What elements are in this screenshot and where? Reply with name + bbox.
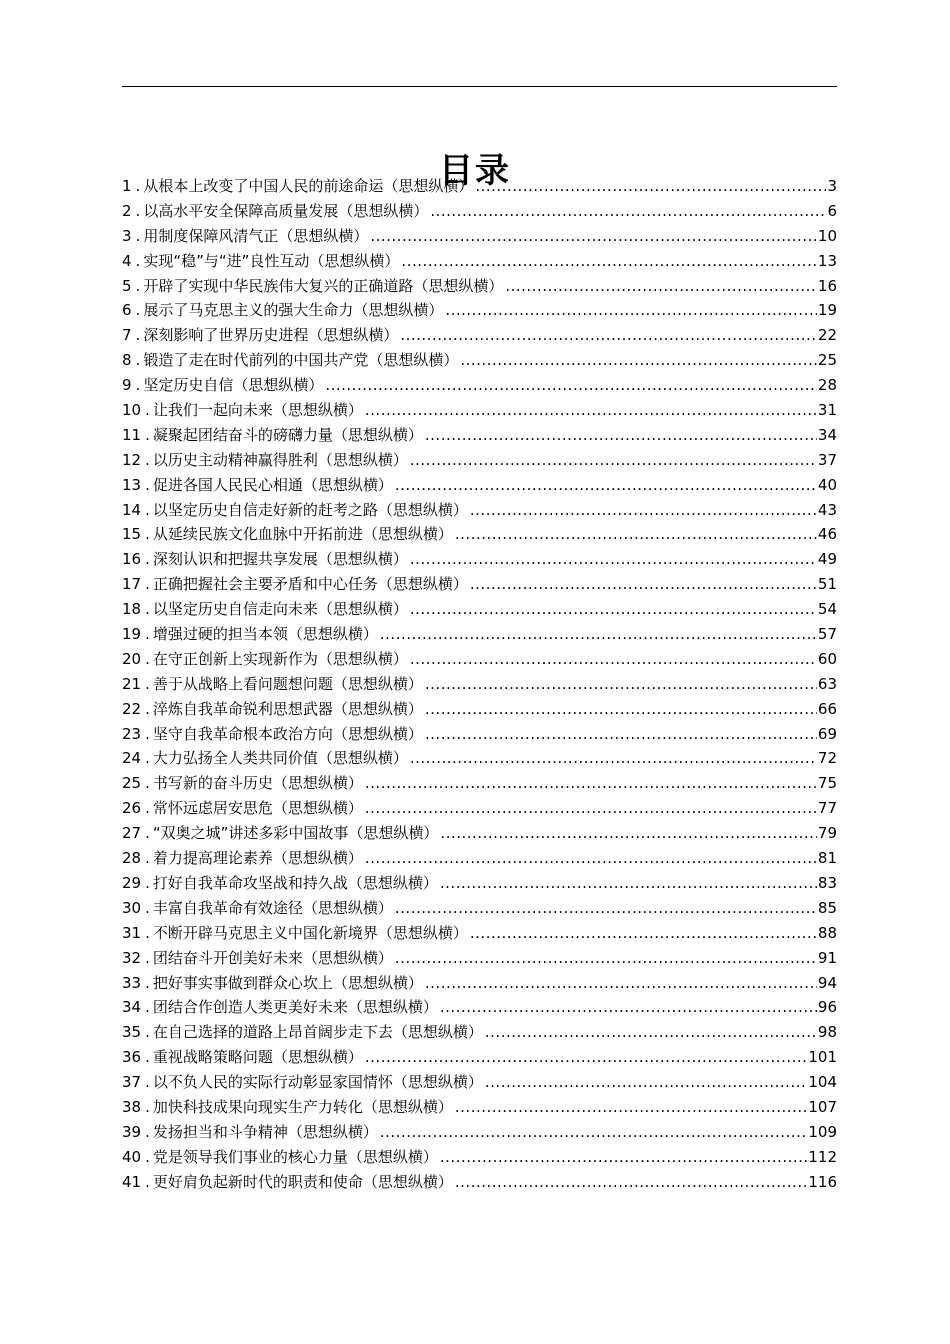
toc-entry-number: 7 xyxy=(122,326,132,345)
toc-entry-separator: . xyxy=(145,973,150,992)
toc-page-number: 34 xyxy=(817,425,837,444)
toc-page-number: 85 xyxy=(817,898,837,917)
toc-entry-separator: . xyxy=(145,849,150,868)
toc-entry-number: 24 xyxy=(122,749,142,768)
toc-entry-separator: . xyxy=(135,177,141,195)
toc-page-number: 16 xyxy=(817,276,837,295)
toc-entry-title: 以坚定历史自信走好新的赶考之路（思想纵横） xyxy=(152,500,468,519)
toc-entry-separator: . xyxy=(145,948,150,967)
toc-entry[interactable] xyxy=(122,722,837,747)
toc-page-number: 79 xyxy=(817,824,837,843)
toc-entry[interactable] xyxy=(122,522,837,547)
toc-entry[interactable] xyxy=(122,921,837,946)
toc-entry[interactable] xyxy=(122,647,837,672)
header-rule xyxy=(122,86,837,87)
toc-entry[interactable] xyxy=(122,1095,837,1120)
toc-entry[interactable] xyxy=(122,199,837,224)
toc-page-number: 66 xyxy=(817,699,837,718)
toc-entry-separator: . xyxy=(145,550,150,569)
toc-page-number: 104 xyxy=(808,1073,837,1092)
toc-entry-number: 41 xyxy=(122,1172,142,1191)
toc-dot-leader xyxy=(470,921,817,946)
toc-entry[interactable] xyxy=(122,174,837,199)
toc-dot-leader xyxy=(505,274,817,299)
toc-entry-title: 书写新的奋斗历史（思想纵横） xyxy=(152,774,363,793)
toc-entry-separator: . xyxy=(145,749,150,768)
toc-entry-separator: . xyxy=(135,201,141,220)
toc-entry[interactable] xyxy=(122,821,837,846)
toc-entry-number: 19 xyxy=(122,625,142,644)
toc-entry-separator: . xyxy=(145,1122,150,1141)
toc-dot-leader xyxy=(425,423,817,448)
toc-entry[interactable] xyxy=(122,448,837,473)
toc-dot-leader xyxy=(425,672,817,697)
toc-entry-separator: . xyxy=(135,376,141,395)
toc-dot-leader xyxy=(455,1095,807,1120)
toc-dot-leader xyxy=(365,846,817,871)
toc-entry-title: 以不负人民的实际行动彰显家国情怀（思想纵横） xyxy=(152,1073,483,1092)
toc-page-number: 72 xyxy=(817,749,837,768)
toc-dot-leader xyxy=(401,249,816,274)
toc-dot-leader xyxy=(430,199,826,224)
toc-dot-leader xyxy=(485,1070,807,1095)
toc-entry-number: 9 xyxy=(122,376,132,395)
toc-dot-leader xyxy=(395,946,817,971)
toc-dot-leader xyxy=(440,1145,807,1170)
toc-page-number: 77 xyxy=(817,799,837,818)
toc-entry-number: 12 xyxy=(122,450,142,469)
toc-dot-leader xyxy=(365,1045,807,1070)
toc-dot-leader xyxy=(380,1120,807,1145)
toc-entry-title: 重视战略策略问题（思想纵横） xyxy=(152,1048,363,1067)
toc-page-number: 25 xyxy=(817,351,837,370)
toc-entry-title: 增强过硬的担当本领（思想纵横） xyxy=(152,625,378,644)
toc-page-number: 57 xyxy=(817,625,837,644)
toc-entry[interactable] xyxy=(122,274,837,299)
toc-page-number: 51 xyxy=(817,575,837,594)
toc-entry-separator: . xyxy=(135,326,141,345)
toc-page-number: 22 xyxy=(817,326,837,345)
toc-page-number: 3 xyxy=(827,177,837,195)
toc-entry-title: 以高水平安全保障高质量发展（思想纵横） xyxy=(143,201,429,220)
toc-dot-leader xyxy=(425,722,817,747)
toc-entry-title: 常怀远虑居安思危（思想纵横） xyxy=(152,799,363,818)
toc-entry[interactable] xyxy=(122,672,837,697)
toc-entry-separator: . xyxy=(135,251,141,270)
toc-page-number: 112 xyxy=(808,1147,837,1166)
toc-entry-number: 15 xyxy=(122,525,142,544)
toc-entry-title: 坚守自我革命根本政治方向（思想纵横） xyxy=(152,724,423,743)
toc-page-number: 13 xyxy=(817,251,837,270)
toc-dot-leader xyxy=(410,448,817,473)
toc-entry-title: 党是领导我们事业的核心力量（思想纵横） xyxy=(152,1147,438,1166)
toc-entry-number: 25 xyxy=(122,774,142,793)
toc-entry[interactable] xyxy=(122,398,837,423)
toc-entry-number: 5 xyxy=(122,276,132,295)
toc-entry-separator: . xyxy=(145,575,150,594)
toc-entry[interactable] xyxy=(122,348,837,373)
toc-dot-leader xyxy=(395,473,817,498)
toc-dot-leader xyxy=(440,995,817,1020)
toc-dot-leader xyxy=(455,522,817,547)
toc-entry-number: 28 xyxy=(122,849,142,868)
toc-entry-title: 在守正创新上实现新作为（思想纵横） xyxy=(152,649,408,668)
toc-entry[interactable] xyxy=(122,946,837,971)
toc-entry-separator: . xyxy=(135,351,141,370)
toc-page-number: 69 xyxy=(817,724,837,743)
toc-entry[interactable] xyxy=(122,249,837,274)
toc-entry[interactable] xyxy=(122,1170,837,1195)
toc-entry[interactable] xyxy=(122,597,837,622)
toc-entry-separator: . xyxy=(145,475,150,494)
toc-page-number: 98 xyxy=(817,1023,837,1042)
toc-entry-title: “双奥之城”讲述多彩中国故事（思想纵横） xyxy=(152,824,439,843)
toc-entry-title: 善于从战略上看问题想问题（思想纵横） xyxy=(152,674,423,693)
toc-entry-separator: . xyxy=(145,724,150,743)
toc-entry-separator: . xyxy=(145,1097,150,1116)
toc-page-number: 107 xyxy=(808,1097,837,1116)
toc-entry[interactable] xyxy=(122,846,837,871)
toc-entry-separator: . xyxy=(145,824,150,843)
toc-entry-title: 开辟了实现中华民族伟大复兴的正确道路（思想纵横） xyxy=(143,276,504,295)
toc-dot-leader xyxy=(425,697,817,722)
toc-entry-title: 正确把握社会主要矛盾和中心任务（思想纵横） xyxy=(152,575,468,594)
toc-entry-number: 30 xyxy=(122,898,142,917)
toc-page-number: 96 xyxy=(817,998,837,1017)
toc-entry-title: 以历史主动精神赢得胜利（思想纵横） xyxy=(152,450,408,469)
toc-page-number: 49 xyxy=(817,550,837,569)
toc-entry[interactable] xyxy=(122,323,837,348)
toc-entry-separator: . xyxy=(145,998,150,1017)
toc-entry[interactable] xyxy=(122,224,837,249)
toc-entry-title: 从根本上改变了中国人民的前途命运（思想纵横） xyxy=(143,177,474,195)
toc-dot-leader xyxy=(365,398,817,423)
toc-entry[interactable] xyxy=(122,423,837,448)
toc-dot-leader xyxy=(325,373,817,398)
toc-page-number: 63 xyxy=(817,674,837,693)
toc-entry-number: 11 xyxy=(122,425,142,444)
toc-page-number: 81 xyxy=(817,849,837,868)
toc-dot-leader xyxy=(475,174,826,199)
toc-dot-leader xyxy=(365,771,817,796)
toc-entry[interactable] xyxy=(122,697,837,722)
toc-entry[interactable] xyxy=(122,298,837,323)
toc-entry[interactable] xyxy=(122,1120,837,1145)
toc-dot-leader xyxy=(380,622,817,647)
toc-page-number: 40 xyxy=(817,475,837,494)
toc-page-number: 88 xyxy=(817,923,837,942)
toc-entry-separator: . xyxy=(145,699,150,718)
toc-entry-number: 1 xyxy=(122,177,132,195)
toc-entry-number: 29 xyxy=(122,873,142,892)
toc-entry[interactable] xyxy=(122,1145,837,1170)
toc-entry-number: 18 xyxy=(122,600,142,619)
toc-page-number: 28 xyxy=(817,376,837,395)
toc-page-number: 54 xyxy=(817,600,837,619)
toc-entry[interactable] xyxy=(122,796,837,821)
toc-dot-leader xyxy=(410,547,817,572)
toc-entry-title: 锻造了走在时代前列的中国共产党（思想纵横） xyxy=(143,351,459,370)
toc-entry-title: 加快科技成果向现实生产力转化（思想纵横） xyxy=(152,1097,453,1116)
toc-entry-title: 坚定历史自信（思想纵横） xyxy=(143,376,324,395)
toc-dot-leader xyxy=(370,224,817,249)
toc-entry-title: 展示了马克思主义的强大生命力（思想纵横） xyxy=(143,301,444,320)
toc-entry-number: 39 xyxy=(122,1122,142,1141)
toc-entry[interactable] xyxy=(122,547,837,572)
toc-page-number: 37 xyxy=(817,450,837,469)
toc-entry-title: 促进各国人民民心相通（思想纵横） xyxy=(152,475,393,494)
toc-entry-title: 让我们一起向未来（思想纵横） xyxy=(152,401,363,420)
toc-entry-title: 以坚定历史自信走向未来（思想纵横） xyxy=(152,600,408,619)
toc-entry-number: 3 xyxy=(122,226,132,245)
toc-entry-number: 34 xyxy=(122,998,142,1017)
toc-page-number: 94 xyxy=(817,973,837,992)
toc-entry-separator: . xyxy=(145,799,150,818)
toc-page-number: 46 xyxy=(817,525,837,544)
toc-entry-number: 14 xyxy=(122,500,142,519)
toc-entry-number: 21 xyxy=(122,674,142,693)
toc-entry-number: 26 xyxy=(122,799,142,818)
toc-entry-number: 22 xyxy=(122,699,142,718)
toc-entry-title: 打好自我革命攻坚战和持久战（思想纵横） xyxy=(152,873,438,892)
toc-entry[interactable] xyxy=(122,1045,837,1070)
toc-entry-title: 丰富自我革命有效途径（思想纵横） xyxy=(152,898,393,917)
toc-entry-separator: . xyxy=(145,898,150,917)
toc-entry-number: 37 xyxy=(122,1073,142,1092)
toc-entry[interactable] xyxy=(122,971,837,996)
toc-entry-title: 把好事实事做到群众心坎上（思想纵横） xyxy=(152,973,423,992)
toc-entry-separator: . xyxy=(145,600,150,619)
toc-dot-leader xyxy=(445,298,817,323)
toc-entry-separator: . xyxy=(145,1023,150,1042)
toc-dot-leader xyxy=(410,597,817,622)
toc-dot-leader xyxy=(410,647,817,672)
toc-entry[interactable] xyxy=(122,746,837,771)
toc-entry[interactable] xyxy=(122,995,837,1020)
toc-page-number: 31 xyxy=(817,401,837,420)
page-title: 目录 xyxy=(439,150,511,191)
toc-page-number: 6 xyxy=(827,201,837,220)
toc-entry-title: 从延续民族文化血脉中开拓前进（思想纵横） xyxy=(152,525,453,544)
toc-entry-separator: . xyxy=(145,649,150,668)
toc-dot-leader xyxy=(395,896,817,921)
toc-entry-number: 23 xyxy=(122,724,142,743)
toc-dot-leader xyxy=(485,1020,817,1045)
toc-entry-number: 2 xyxy=(122,201,132,220)
toc-page-number: 101 xyxy=(808,1048,837,1067)
toc-entry-number: 27 xyxy=(122,824,142,843)
toc-page-number: 109 xyxy=(808,1122,837,1141)
toc-dot-leader xyxy=(400,323,817,348)
toc-entry-title: 淬炼自我革命锐利思想武器（思想纵横） xyxy=(152,699,423,718)
toc-dot-leader xyxy=(365,796,817,821)
toc-entry-separator: . xyxy=(145,525,150,544)
toc-page-number: 60 xyxy=(817,649,837,668)
toc-entry-number: 10 xyxy=(122,401,142,420)
toc-entry-number: 36 xyxy=(122,1048,142,1067)
toc-entry-separator: . xyxy=(145,774,150,793)
toc-entry[interactable] xyxy=(122,572,837,597)
toc-entry-title: 实现“稳”与“进”良性互动（思想纵横） xyxy=(143,251,400,270)
toc-entry-title: 深刻影响了世界历史进程（思想纵横） xyxy=(143,326,399,345)
toc-entry-number: 38 xyxy=(122,1097,142,1116)
toc-dot-leader xyxy=(455,1170,807,1195)
toc-entry[interactable] xyxy=(122,896,837,921)
toc-entry-number: 40 xyxy=(122,1147,142,1166)
toc-page-number: 10 xyxy=(817,226,837,245)
toc-entry-number: 35 xyxy=(122,1023,142,1042)
toc-entry-separator: . xyxy=(135,226,141,245)
toc-entry-separator: . xyxy=(145,873,150,892)
toc-entry-title: 凝聚起团结奋斗的磅礴力量（思想纵横） xyxy=(152,425,423,444)
toc-entry-number: 4 xyxy=(122,251,132,270)
toc-page-number: 75 xyxy=(817,774,837,793)
toc-entry-separator: . xyxy=(135,301,141,320)
toc-entry-separator: . xyxy=(145,625,150,644)
toc-entry-number: 8 xyxy=(122,351,132,370)
toc-dot-leader xyxy=(470,498,817,523)
toc-entry[interactable] xyxy=(122,622,837,647)
toc-page-number: 43 xyxy=(817,500,837,519)
toc-entry-separator: . xyxy=(145,1073,150,1092)
toc-entry-title: 更好肩负起新时代的职责和使命（思想纵横） xyxy=(152,1172,453,1191)
toc-entry-separator: . xyxy=(145,1147,150,1166)
toc-page-number: 91 xyxy=(817,948,837,967)
toc-entry-separator: . xyxy=(145,674,150,693)
toc-entry-separator: . xyxy=(145,1172,150,1191)
toc-dot-leader xyxy=(470,572,817,597)
toc-entry-separator: . xyxy=(145,923,150,942)
toc-entry-separator: . xyxy=(145,1048,150,1067)
toc-entry[interactable] xyxy=(122,373,837,398)
toc-entry[interactable] xyxy=(122,771,837,796)
toc-entry-number: 16 xyxy=(122,550,142,569)
toc-entry-title: 在自己选择的道路上昂首阔步走下去（思想纵横） xyxy=(152,1023,483,1042)
toc-entry-number: 6 xyxy=(122,301,132,320)
toc-entry-title: 发扬担当和斗争精神（思想纵横） xyxy=(152,1122,378,1141)
toc-entry-separator: . xyxy=(145,450,150,469)
table-of-contents xyxy=(122,174,837,1195)
toc-entry-number: 32 xyxy=(122,948,142,967)
toc-dot-leader xyxy=(410,746,817,771)
toc-dot-leader xyxy=(440,821,816,846)
toc-entry[interactable] xyxy=(122,473,837,498)
toc-dot-leader xyxy=(440,871,817,896)
toc-entry-number: 20 xyxy=(122,649,142,668)
toc-entry[interactable] xyxy=(122,1020,837,1045)
toc-entry-separator: . xyxy=(145,500,150,519)
toc-entry-number: 13 xyxy=(122,475,142,494)
toc-entry-separator: . xyxy=(145,425,150,444)
toc-entry-number: 33 xyxy=(122,973,142,992)
toc-dot-leader xyxy=(425,971,817,996)
toc-entry-title: 不断开辟马克思主义中国化新境界（思想纵横） xyxy=(152,923,468,942)
toc-entry-number: 31 xyxy=(122,923,142,942)
toc-entry[interactable] xyxy=(122,1070,837,1095)
toc-entry-title: 团结奋斗开创美好未来（思想纵横） xyxy=(152,948,393,967)
toc-dot-leader xyxy=(460,348,817,373)
toc-entry-separator: . xyxy=(135,276,141,295)
toc-page-number: 19 xyxy=(817,301,837,320)
toc-entry-separator: . xyxy=(145,401,150,420)
toc-page-number: 116 xyxy=(808,1172,837,1191)
toc-entry-title: 用制度保障风清气正（思想纵横） xyxy=(143,226,369,245)
toc-entry-number: 17 xyxy=(122,575,142,594)
toc-entry-title: 团结合作创造人类更美好未来（思想纵横） xyxy=(152,998,438,1017)
toc-entry-title: 大力弘扬全人类共同价值（思想纵横） xyxy=(152,749,408,768)
toc-entry-title: 着力提高理论素养（思想纵横） xyxy=(152,849,363,868)
toc-entry[interactable] xyxy=(122,498,837,523)
toc-page-number: 83 xyxy=(817,873,837,892)
toc-entry[interactable] xyxy=(122,871,837,896)
toc-entry-title: 深刻认识和把握共享发展（思想纵横） xyxy=(152,550,408,569)
